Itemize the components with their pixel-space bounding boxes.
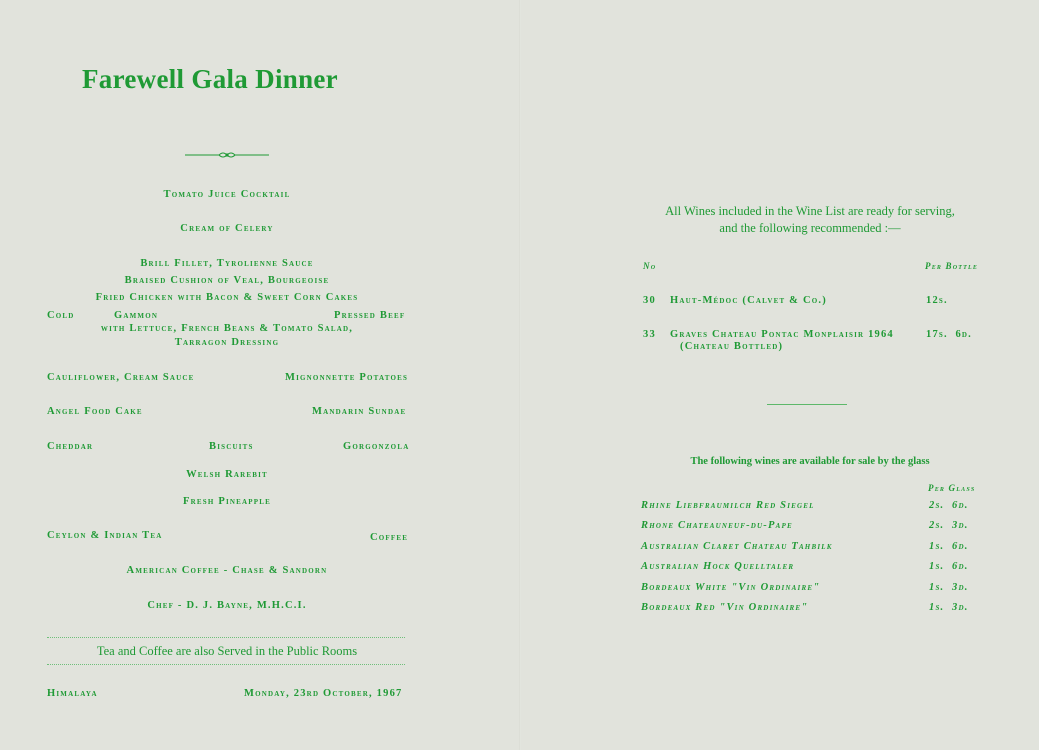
short-rule <box>767 404 847 405</box>
menu-item-american-coffee: American Coffee - Chase & Sandorn <box>126 565 328 576</box>
wine-price: 12s. <box>926 295 948 306</box>
menu-item-cream: Cream of Celery <box>180 223 274 234</box>
glass-wine-name: Bordeaux Red "Vin Ordinaire" <box>641 602 809 613</box>
menu-item-ceylon-tea: Ceylon & Indian Tea <box>47 530 163 541</box>
wine-intro-line2: and the following recommended :— <box>719 221 901 235</box>
menu-item-mignonnette: Mignonnette Potatoes <box>285 372 409 383</box>
menu-title: Farewell Gala Dinner <box>82 64 338 94</box>
chef-credit: Chef - D. J. Bayne, M.H.C.I. <box>147 600 307 611</box>
wine-subnote: (Chateau Bottled) <box>680 341 784 352</box>
menu-item-cheddar: Cheddar <box>47 441 94 452</box>
page-fold <box>519 0 521 750</box>
menu-item-biscuits: Biscuits <box>209 441 254 452</box>
menu-item-pineapple: Fresh Pineapple <box>183 496 271 507</box>
wine-name: Graves Chateau Pontac Monplaisir 1964 <box>670 329 894 340</box>
glass-wine-name: Bordeaux White "Vin Ordinaire" <box>641 582 821 593</box>
dotted-divider <box>47 664 405 665</box>
glass-wine-price: 1s. 3d. <box>929 582 969 593</box>
menu-item-braised: Braised Cushion of Veal, Bourgeoise <box>124 275 330 286</box>
glass-wine-name: Rhone Chateauneuf-du-Pape <box>641 520 793 531</box>
ornament-divider <box>185 150 269 160</box>
wine-price: 17s. 6d. <box>926 329 972 340</box>
dotted-divider <box>47 637 405 638</box>
glass-wine-price: 1s. 3d. <box>929 602 969 613</box>
wine-no: 30 <box>643 295 656 306</box>
glass-section-title: The following wines are available for sale by the glass <box>690 456 930 467</box>
column-header-no: No <box>643 261 657 271</box>
menu-item-gorgonzola: Gorgonzola <box>343 441 410 452</box>
glass-wine-price: 2s. 6d. <box>929 500 969 511</box>
glass-wine-name: Australian Claret Chateau Tahbilk <box>641 541 833 552</box>
menu-item-pressed-beef: Pressed Beef <box>334 310 406 321</box>
glass-wine-price: 2s. 3d. <box>929 520 969 531</box>
ship-name: Himalaya <box>47 688 98 699</box>
wine-no: 33 <box>643 329 656 340</box>
menu-item-fried: Fried Chicken with Bacon & Sweet Corn Cakes <box>95 292 359 303</box>
column-header-per-bottle: Per Bottle <box>925 261 979 271</box>
menu-item-angel-cake: Angel Food Cake <box>47 406 143 417</box>
menu-item-tarragon: Tarragon Dressing <box>174 337 280 348</box>
menu-item-tomato: Tomato Juice Cocktail <box>163 189 291 200</box>
glass-wine-name: Australian Hock Quelltaler <box>641 561 795 572</box>
menu-item-gammon: Gammon <box>114 310 159 321</box>
glass-wine-price: 1s. 6d. <box>929 541 969 552</box>
glass-wine-price: 1s. 6d. <box>929 561 969 572</box>
menu-item-coffee: Coffee <box>370 532 409 543</box>
menu-date: Monday, 23rd October, 1967 <box>244 688 403 699</box>
tea-coffee-note: Tea and Coffee are also Served in the Public Rooms <box>96 644 358 658</box>
menu-item-cauliflower: Cauliflower, Cream Sauce <box>47 372 195 383</box>
glass-wine-name: Rhine Liebfraumilch Red Siegel <box>641 500 815 511</box>
wine-name: Haut-Médoc (Calvet & Co.) <box>670 295 827 306</box>
menu-item-brill: Brill Fillet, Tyrolienne Sauce <box>140 258 314 269</box>
menu-item-cold: Cold <box>47 310 75 321</box>
menu-item-mandarin: Mandarin Sundae <box>312 406 407 417</box>
wine-intro-line1: All Wines included in the Wine List are ready for serving, <box>665 204 955 218</box>
menu-item-welsh: Welsh Rarebit <box>186 469 268 480</box>
menu-item-lettuce: with Lettuce, French Beans & Tomato Salad, <box>100 323 354 334</box>
column-header-per-glass: Per Glass <box>928 483 976 493</box>
